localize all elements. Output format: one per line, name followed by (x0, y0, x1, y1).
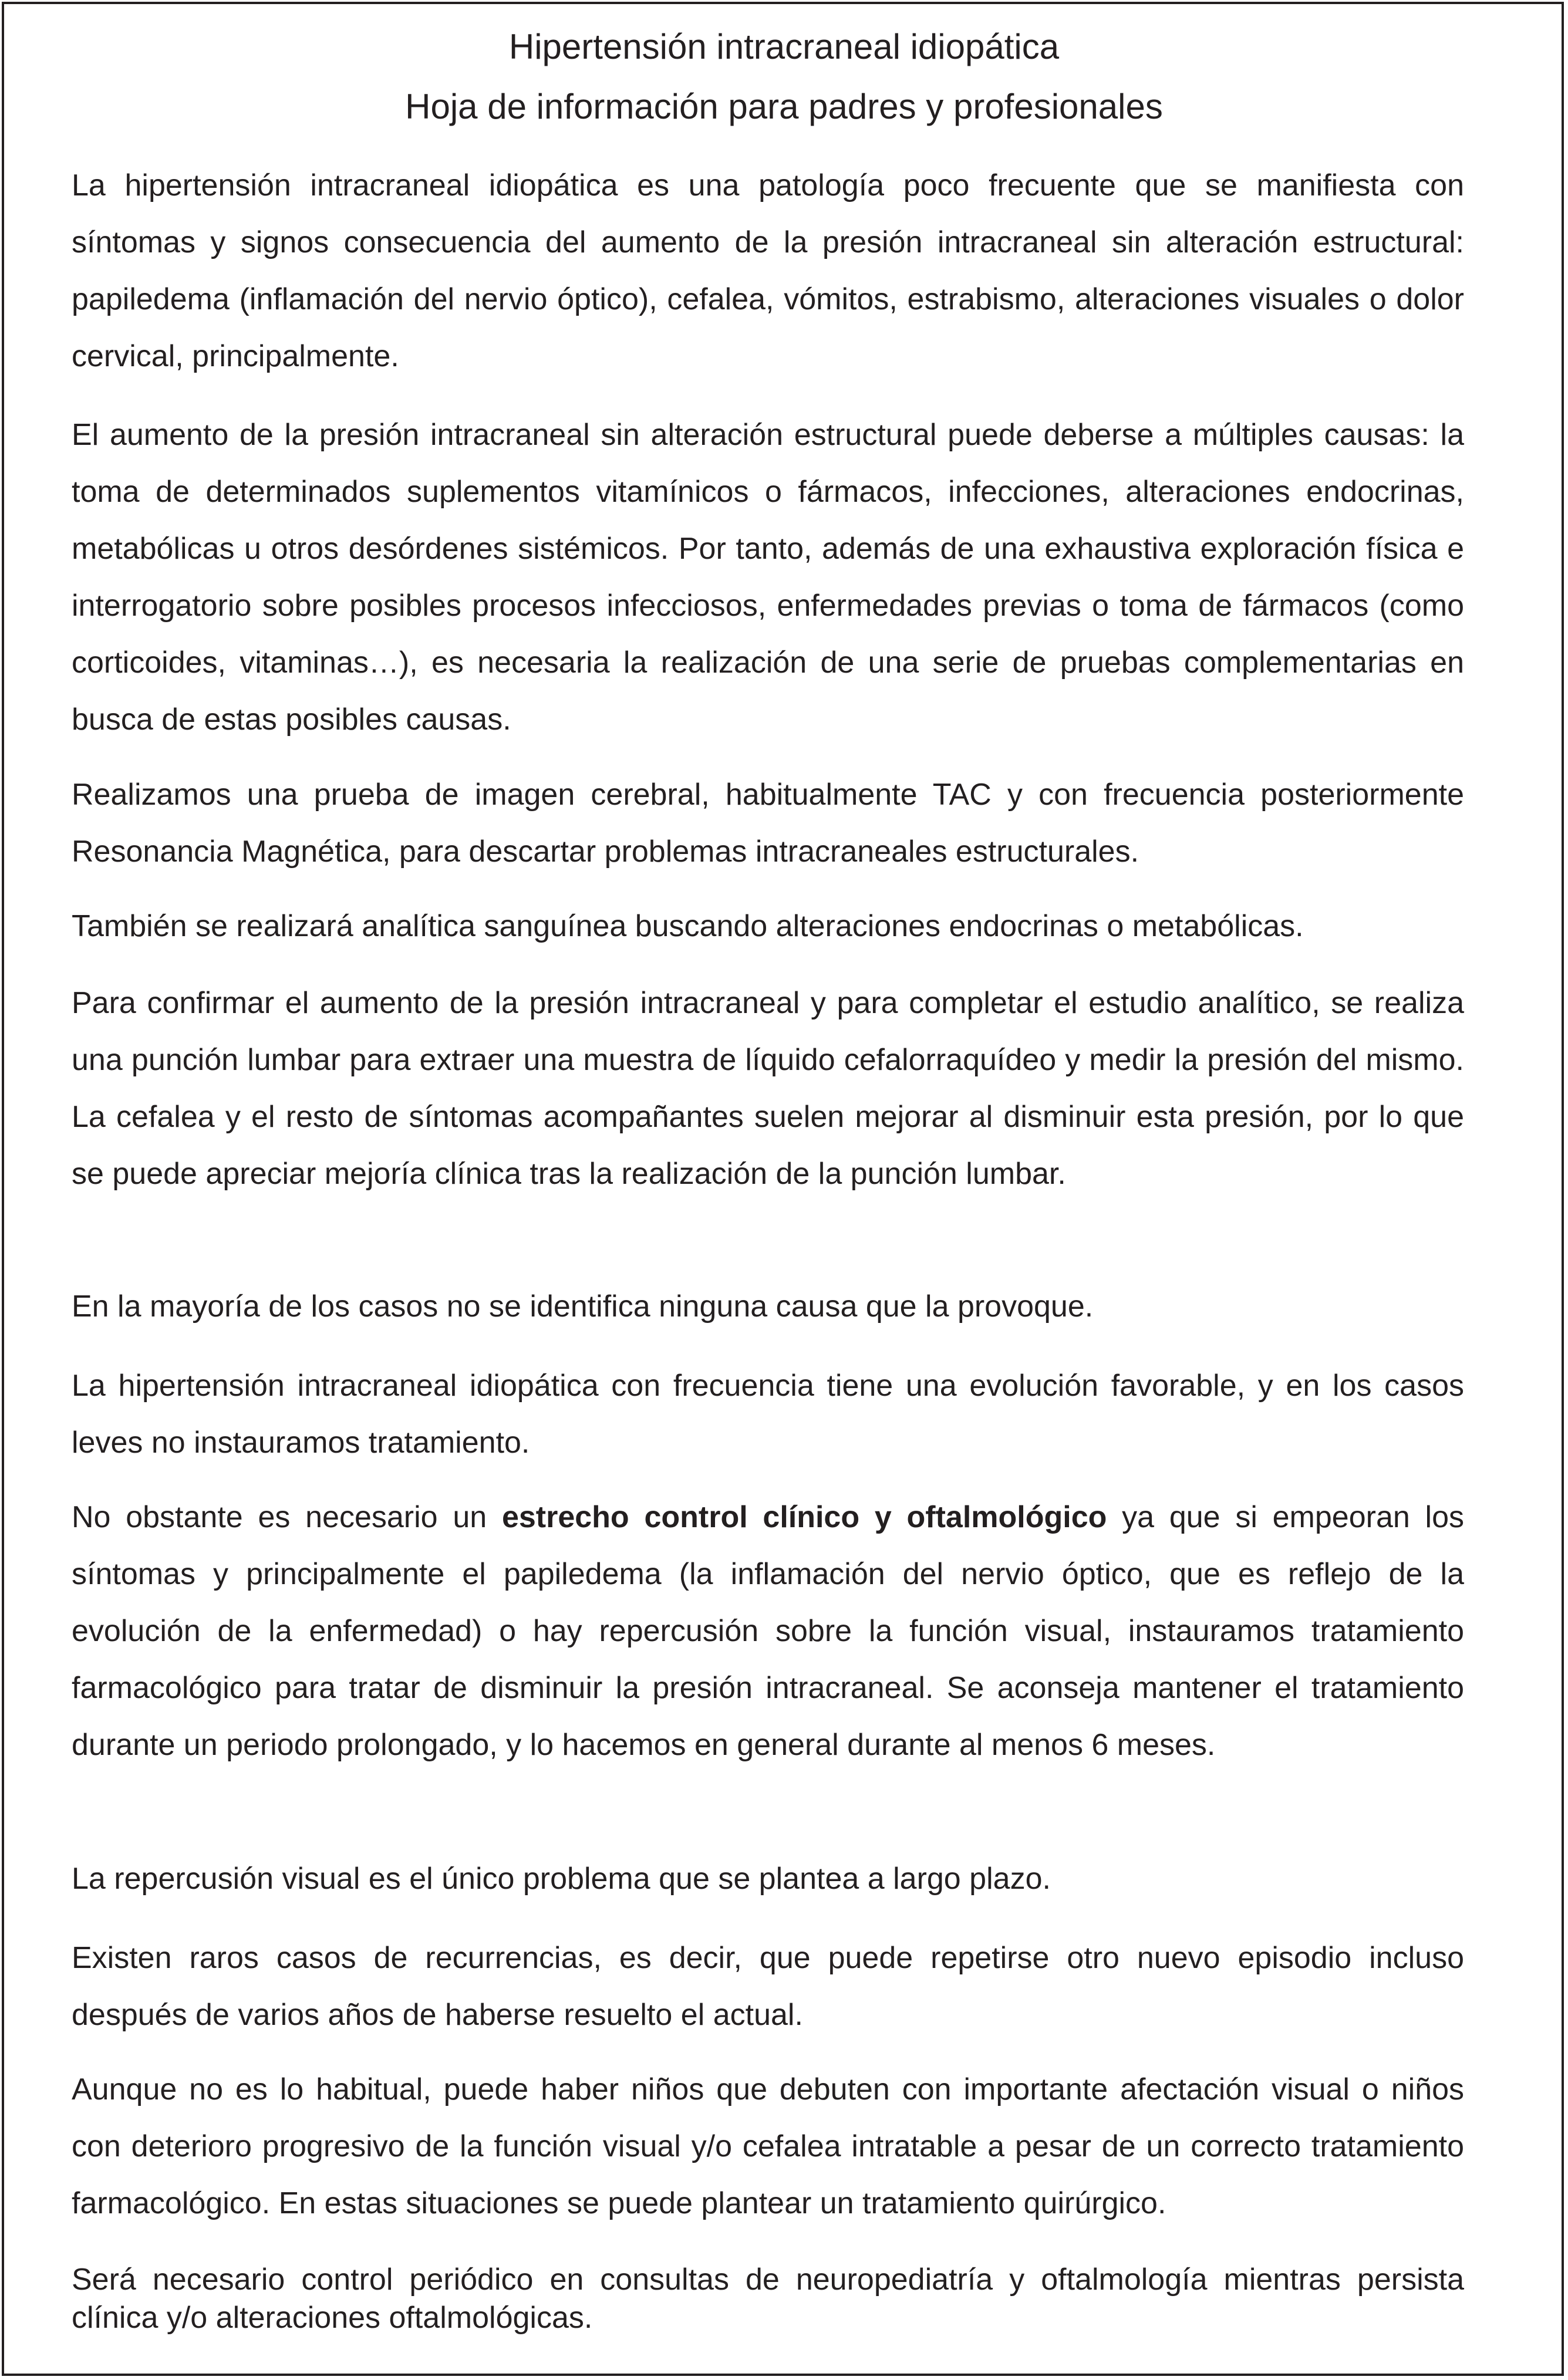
treatment-emphasis: estrecho control clínico y oftalmológico (501, 1500, 1107, 1534)
document-subtitle: Hoja de información para padres y profesionales (405, 87, 1163, 126)
paragraph-imaging: Realizamos una prueba de imagen cerebral, habitualmente TAC y con frecuencia posteriormente Resonancia Magnética, para descartar problemas intracraneales estructurales. (72, 778, 1464, 869)
paragraph-causes: El aumento de la presión intracraneal sin alteración estructural puede deberse a múltiples causas: la toma de determinados suplementos vitamínicos o fármacos, infecciones, alteraciones endocrinas, metabólicas u otros desórdenes sistémicos. Por tanto, además de una exhaustiva exploración física e interrogatorio sobre posibles procesos infecciosos, enfermedades previas o toma de fármacos (como corticoides, vitaminas…), es necesaria la realización de una serie de pruebas complementarias en busca de estas posibles causas. (72, 418, 1464, 737)
paragraph-surgery: Aunque no es lo habitual, puede haber niños que debuten con importante afectación visual o niños con deterioro progresivo de la función visual y/o cefalea intratable a pesar de un correcto tratamiento farmacológico. En estas situaciones se puede plantear un tratamiento quirúrgico. (72, 2072, 1464, 2220)
paragraph-long-term: La repercusión visual es el único problema que se plantea a largo plazo. (72, 1862, 1051, 1896)
paragraph-evolution: La hipertensión intracraneal idiopática con frecuencia tiene una evolución favorable, y en los casos leves no instauramos tratamiento. (72, 1369, 1464, 1460)
paragraph-treatment (72, 1489, 1464, 1774)
document-title: Hipertensión intracraneal idiopática (508, 27, 1060, 66)
paragraph-lumbar-puncture: Para confirmar el aumento de la presión intracraneal y para completar el estudio analítico, se realiza una punción lumbar para extraer una muestra de líquido cefalorraquídeo y medir la presión del mismo. La cefalea y el resto de síntomas acompañantes suelen mejorar al disminuir esta presión, por lo que se puede apreciar mejoría clínica tras la realización de la punción lumbar. (72, 986, 1464, 1191)
paragraph-no-cause: En la mayoría de los casos no se identifica ninguna causa que la provoque. (72, 1289, 1094, 1324)
paragraph-follow-up: Será necesario control periódico en consultas de neuropediatría y oftalmología mientras persista clínica y/o alteraciones oftalmológicas. (72, 2263, 1464, 2335)
treatment-text-start: No obstante es necesario un (72, 1500, 502, 1534)
treatment-text-end: ya que si empeoran los síntomas y principalmente el papiledema (la inflamación del nervio óptico, que es reflejo de la evolución de la enfermedad) o hay repercusión sobre la función visual, instauramos tratamiento farmacológico para tratar de disminuir la presión intracraneal. Se aconseja mantener el tratamiento durante un periodo prolongado, y lo hacemos en general durante al menos 6 meses. (72, 1500, 1465, 1762)
paragraph-definition: La hipertensión intracraneal idiopática es una patología poco frecuente que se manifiesta con síntomas y signos consecuencia del aumento de la presión intracraneal sin alteración estructural: papiledema (inflamación del nervio óptico), cefalea, vómitos, estrabismo, alteraciones visuales o dolor cervical, principalmente. (72, 168, 1464, 373)
paragraph-blood-test: También se realizará analítica sanguínea buscando alteraciones endocrinas o metabólicas. (72, 909, 1304, 943)
paragraph-recurrence: Existen raros casos de recurrencias, es decir, que puede repetirse otro nuevo episodio incluso después de varios años de haberse resuelto el actual. (72, 1941, 1464, 2032)
